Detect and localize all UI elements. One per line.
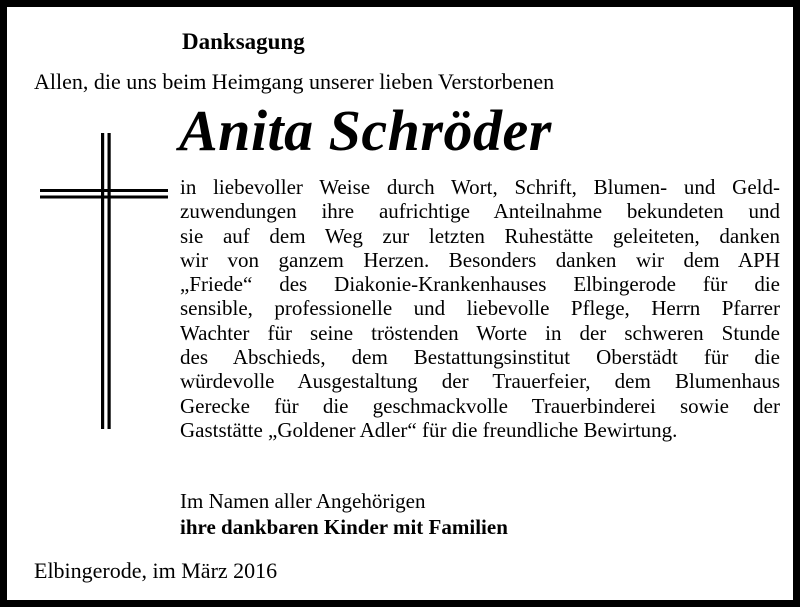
place-and-date: Elbingerode, im März 2016 [34, 558, 278, 583]
notice-heading: Danksagung [182, 29, 305, 54]
signoff-on-behalf: Im Namen aller Angehörigen [180, 489, 426, 513]
body-line: würdevolle Ausgestaltung der Trauerfeier, dem Blumenhaus [180, 369, 780, 394]
body-line: „Friede“ des Diakonie-Krankenhauses Elbingerode für die [180, 272, 780, 297]
signoff-family: ihre dankbaren Kinder mit Familien [180, 515, 508, 539]
body-line: zuwendungen ihre aufrichtige Anteilnahme bekundeten und [180, 199, 780, 224]
deceased-name: Anita Schröder [179, 98, 552, 163]
body-line: Gaststätte „Goldener Adler“ für die freundliche Bewirtung. [180, 417, 678, 442]
notice-intro: Allen, die uns beim Heimgang unserer lieben Verstorbenen [34, 69, 555, 94]
body-line: sie auf dem Weg zur letzten Ruhestätte geleiteten, danken [180, 223, 780, 248]
body-line: sensible, professionelle und liebevolle Pflege, Herrn Pfarrer [180, 296, 780, 321]
cross-icon [37, 133, 172, 433]
body-line: Wachter für seine tröstenden Worte in der schweren Stunde [180, 320, 780, 345]
body-line: Gerecke für die geschmackvolle Trauerbinderei sowie der [180, 393, 780, 418]
body-line: in liebevoller Weise durch Wort, Schrift, Blumen- und Geld- [180, 175, 780, 199]
body-line: wir von ganzem Herzen. Besonders danken wir dem APH [180, 247, 780, 272]
body-line: des Abschieds, dem Bestattungsinstitut Oberstädt für die [180, 345, 780, 370]
notice-body [180, 175, 780, 442]
